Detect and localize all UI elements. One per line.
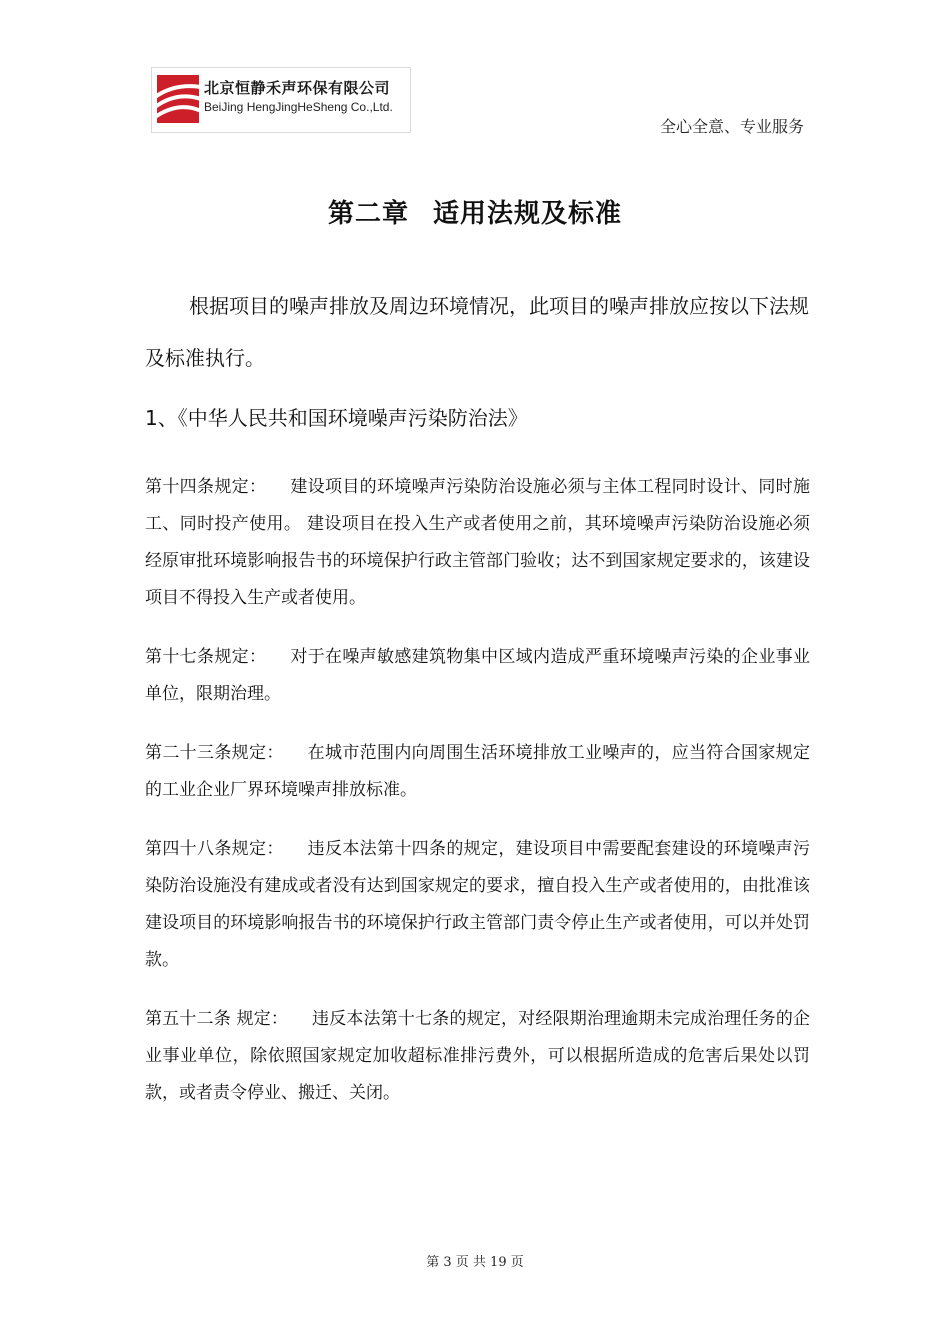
article-item [145,831,810,979]
header-slogan: 全心全意、专业服务 [659,117,804,136]
article-text: 在城市范围内向周围生活环境排放工业噪声的，应当符合国家规定的工业企业厂界环境噪声排放标准。 [145,743,811,800]
article-label: 第十四条规定： [145,477,267,497]
company-logo [151,67,411,133]
article-item [145,639,810,713]
intro-paragraph: 根据项目的噪声排放及周边环境情况，此项目的噪声排放应按以下法规及标准执行。 [145,294,809,370]
article-item [145,469,810,617]
article-list [145,469,810,1134]
article-text: 对于在噪声敏感建筑物集中区域内造成严重环境噪声污染的企业事业单位，限期治理。 [145,647,811,704]
page-footer: 第 3 页 共 19 页 [426,1255,524,1270]
article-item [145,735,810,809]
article-text: 违反本法第十七条的规定，对经限期治理逾期未完成治理任务的企业事业单位，除依照国家规定加收超标准排污费外，可以根据所造成的危害后果处以罚款，或者责令停业、搬迁、关闭。 [145,1009,811,1103]
logo-mark-icon [157,75,199,123]
article-item [145,1001,810,1112]
company-name-cn: 北京恒静禾声环保有限公司 [204,79,391,97]
article-label: 第四十八条规定： [145,839,284,859]
article-label: 第二十三条规定： [145,743,284,763]
article-text: 违反本法第十四条的规定，建设项目中需要配套建设的环境噪声污染防治设施没有建成或者没有达到国家规定的要求，擅自投入生产或者使用的，由批准该建设项目的环境影响报告书的环境保护行政主管部门责令停止生产或者使用，可以并处罚款。 [145,839,811,970]
company-name-en: BeiJing HengJingHeSheng Co.,Ltd. [204,100,393,114]
article-text: 建设项目的环境噪声污染防治设施必须与主体工程同时设计、同时施工、同时投产使用。 建设项目在投入生产或者使用之前，其环境噪声污染防治设施必须经原审批环境影响报告书的环境保护行政主管部门验收；达不到国家规定要求的，该建设项目不得投入生产或者使用。 [145,477,811,608]
chapter-title: 第二章 适用法规及标准 [327,199,623,229]
article-label: 第五十二条 规定： [145,1009,289,1029]
law-title: 1、《中华人民共和国环境噪声污染防治法》 [145,406,528,430]
article-label: 第十七条规定： [145,647,267,667]
